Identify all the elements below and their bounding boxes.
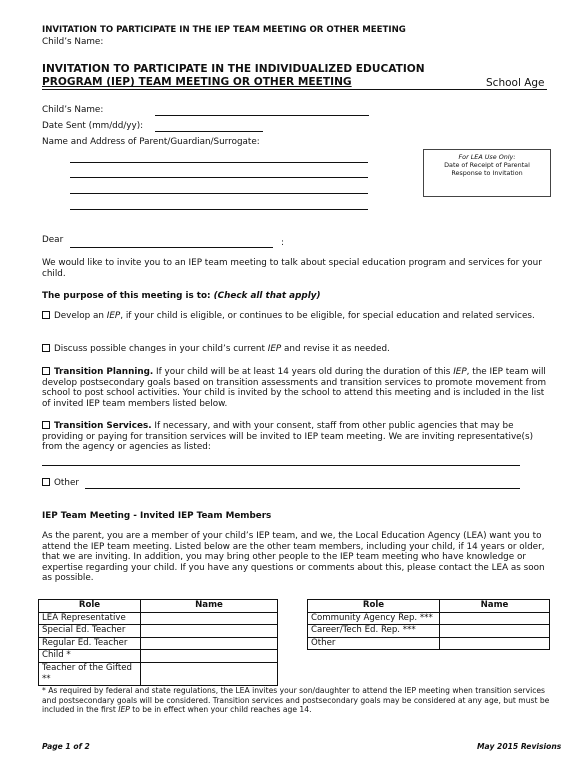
other-field[interactable] xyxy=(85,488,520,489)
name-cell[interactable] xyxy=(440,625,550,638)
table-row xyxy=(39,637,278,650)
revision-date: May 2015 Revisions xyxy=(477,742,562,751)
discuss-text-1: Discuss possible changes in your child’s current xyxy=(54,344,268,354)
option-discuss-changes xyxy=(42,344,550,355)
footnote-text-2: to be in effect when your child reaches age 14. xyxy=(129,705,312,715)
discuss-text-2: and revise it as needed. xyxy=(281,344,390,354)
other-label: Other xyxy=(54,478,79,488)
role-community-agency-rep: Community Agency Rep. *** xyxy=(308,612,440,625)
title-divider xyxy=(42,89,547,90)
school-age-label: School Age xyxy=(486,77,545,89)
purpose-heading-text: The purpose of this meeting is to: xyxy=(42,291,211,301)
lea-use-box xyxy=(423,149,551,197)
dear-colon: : xyxy=(281,238,284,248)
develop-text-1: Develop an xyxy=(54,311,107,321)
other-checkbox[interactable] xyxy=(42,478,50,486)
team-paragraph: As the parent, you are a member of your child’s IEP team, and we, the Local Education Agency (LEA) want you to attend the IEP team meeting. Listed below are the other team members, including your child, if 14 years or older, that we are inviting. In addition, you may bring other people to the IEP team meeting who have knowledge or expertise regarding your child. If you have any questions or comments about this, please contact the LEA as soon as possible. xyxy=(42,531,545,584)
dear-label: Dear xyxy=(42,235,64,245)
role-other: Other xyxy=(308,637,440,650)
date-sent-field[interactable] xyxy=(155,131,263,132)
role-lea-representative: LEA Representative xyxy=(39,612,141,625)
transition-planning-text-2: , the IEP team will develop postsecondary goals based on transition assessments and transition services to promote movement from school to post school activities. Your child is invited by the school to attend this meeting and is included in the list of invited IEP team members listed below. xyxy=(42,367,547,409)
footnote xyxy=(42,686,552,715)
purpose-heading-note: (Check all that apply) xyxy=(213,291,321,301)
transition-planning-title: Transition Planning. xyxy=(54,367,154,377)
transition-services-title: Transition Services. xyxy=(54,421,152,431)
name-cell[interactable] xyxy=(141,612,278,625)
lea-receipt-label-1: Date of Receipt of Parental xyxy=(444,161,530,169)
develop-iep-italic: IEP xyxy=(106,311,121,321)
top-childs-name-label: Child’s Name: xyxy=(42,37,104,47)
team-heading: IEP Team Meeting - Invited IEP Team Members xyxy=(42,511,272,521)
develop-iep-checkbox[interactable] xyxy=(42,311,50,319)
footnote-iep-italic: IEP xyxy=(118,705,130,715)
table-row xyxy=(308,612,550,625)
date-sent-label: Date Sent (mm/dd/yy): xyxy=(42,121,144,131)
right-name-header: Name xyxy=(440,600,550,613)
dear-name-field[interactable] xyxy=(70,247,273,248)
lea-receipt-label-2: Response to Invitation xyxy=(451,169,523,177)
address-line-2[interactable] xyxy=(70,177,368,178)
table-row xyxy=(39,650,278,663)
discuss-iep-italic: IEP xyxy=(267,344,282,354)
transition-services-checkbox[interactable] xyxy=(42,421,50,429)
address-line-3[interactable] xyxy=(70,193,368,194)
left-role-header: Role xyxy=(39,600,141,613)
name-cell[interactable] xyxy=(440,612,550,625)
name-cell[interactable] xyxy=(141,637,278,650)
option-other xyxy=(42,478,79,488)
main-title-line1: INVITATION TO PARTICIPATE IN THE INDIVIDUALIZED EDUCATION xyxy=(42,63,425,75)
role-child: Child * xyxy=(39,650,141,663)
name-cell[interactable] xyxy=(141,662,278,685)
address-line-1[interactable] xyxy=(70,162,368,163)
role-regular-ed-teacher: Regular Ed. Teacher xyxy=(39,637,141,650)
left-name-header: Name xyxy=(141,600,278,613)
page-number: Page 1 of 2 xyxy=(42,742,90,751)
team-table-right xyxy=(307,599,550,650)
role-special-ed-teacher: Special Ed. Teacher xyxy=(39,625,141,638)
childs-name-field[interactable] xyxy=(155,115,369,116)
option-develop-iep xyxy=(42,311,550,322)
form-top-title: INVITATION TO PARTICIPATE IN THE IEP TEAM MEETING OR OTHER MEETING xyxy=(42,25,406,35)
role-career-tech-rep: Career/Tech Ed. Rep. *** xyxy=(308,625,440,638)
develop-text-2: , if your child is eligible, or continues to be eligible, for special education and related services. xyxy=(120,311,535,321)
right-role-header: Role xyxy=(308,600,440,613)
table-row xyxy=(39,625,278,638)
transition-services-text: If necessary, and with your consent, staff from other public agencies that may be providing or paying for transition services will be invited to IEP team meeting. We are inviting representative(s) from the agency or agencies as listed: xyxy=(42,421,534,453)
parent-address-label: Name and Address of Parent/Guardian/Surrogate: xyxy=(42,137,260,147)
table-row xyxy=(308,625,550,638)
role-teacher-of-gifted: Teacher of the Gifted ** xyxy=(39,662,141,685)
lea-use-label: For LEA Use Only: xyxy=(458,153,516,161)
transition-planning-text-1: If your child will be at least 14 years old during the duration of this xyxy=(153,367,454,377)
name-cell[interactable] xyxy=(141,625,278,638)
table-row xyxy=(39,662,278,685)
name-cell[interactable] xyxy=(141,650,278,663)
intro-paragraph: We would like to invite you to an IEP team meeting to talk about special education program and services for your child. xyxy=(42,258,542,279)
table-row xyxy=(308,637,550,650)
address-line-4[interactable] xyxy=(70,209,368,210)
name-cell[interactable] xyxy=(440,637,550,650)
purpose-heading xyxy=(42,291,320,301)
table-row xyxy=(39,612,278,625)
option-transition-planning xyxy=(42,367,550,409)
childs-name-label: Child’s Name: xyxy=(42,105,104,115)
transition-planning-checkbox[interactable] xyxy=(42,367,50,375)
team-table-left xyxy=(38,599,278,686)
transition-planning-iep-italic: IEP xyxy=(453,367,467,377)
option-transition-services xyxy=(42,421,550,453)
agency-list-field[interactable] xyxy=(42,465,520,466)
footnote-text-1: * As required by federal and state regulations, the LEA invites your son/daughter to attend the IEP meeting when transition services and postsecondary goals will be considered. Transition services and postsecondary goals may be considered at any age, but must be included in the first xyxy=(42,686,550,715)
discuss-changes-checkbox[interactable] xyxy=(42,344,50,352)
main-title-line2: PROGRAM (IEP) TEAM MEETING OR OTHER MEETING xyxy=(42,76,352,88)
